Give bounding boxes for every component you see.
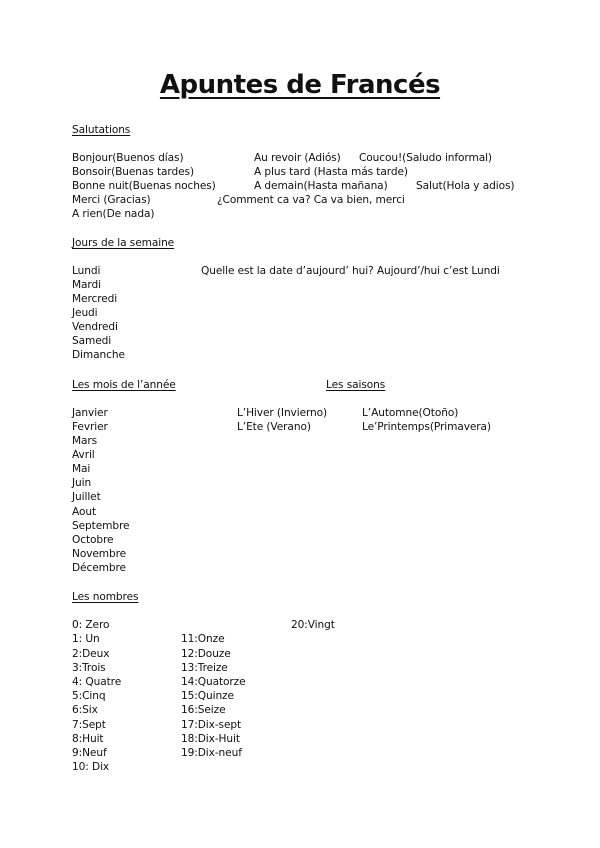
salutation-item: ¿Comment ca va? Ca va bien, merci: [217, 194, 405, 206]
number-item: 9:Neuf: [72, 747, 107, 759]
number-item: 12:Douze: [181, 648, 231, 660]
number-item: 11:Onze: [181, 633, 225, 645]
salutation-item: Bonne nuit(Buenas noches): [72, 180, 216, 192]
page-title: Apuntes de Francés: [159, 70, 441, 100]
number-item: 0: Zero: [72, 619, 110, 631]
section-heading-nombres: Les nombres: [72, 591, 139, 603]
number-item: 7:Sept: [72, 719, 106, 731]
number-item: 5:Cinq: [72, 690, 106, 702]
number-item: 15:Quinze: [181, 690, 234, 702]
number-item: 4: Quatre: [72, 676, 122, 688]
number-item: 14:Quatorze: [181, 676, 246, 688]
month-item: Mars: [72, 435, 98, 447]
month-item: Aout: [72, 506, 97, 518]
salutation-item: Au revoir (Adiós): [254, 152, 341, 164]
day-item: Mercredi: [72, 293, 118, 305]
section-heading-jours: Jours de la semaine: [72, 237, 175, 249]
month-item: Octobre: [72, 534, 114, 546]
number-item: 6:Six: [72, 704, 98, 716]
month-item: Septembre: [72, 520, 130, 532]
day-item: Dimanche: [72, 349, 125, 361]
day-item: Samedi: [72, 335, 112, 347]
month-item: Mai: [72, 463, 91, 475]
month-item: Avril: [72, 449, 95, 461]
month-item: Décembre: [72, 562, 126, 574]
number-item: 2:Deux: [72, 648, 110, 660]
salutation-item: Salut(Hola y adios): [416, 180, 515, 192]
salutation-item: A plus tard (Hasta más tarde): [254, 166, 408, 178]
month-item: Juin: [72, 477, 92, 489]
section-heading-mois: Les mois de l’année: [72, 379, 176, 391]
day-item: Jeudi: [72, 307, 98, 319]
number-item: 20:Vingt: [291, 619, 335, 631]
number-item: 19:Dix-neuf: [181, 747, 242, 759]
number-item: 3:Trois: [72, 662, 106, 674]
season-item: L’Automne(Otoño): [362, 407, 459, 419]
day-item: Vendredi: [72, 321, 118, 333]
salutation-item: Coucou!(Saludo informal): [359, 152, 492, 164]
season-item: L’Hiver (Invierno): [237, 407, 328, 419]
number-item: 10: Dix: [72, 761, 110, 773]
number-item: 17:Dix-sept: [181, 719, 242, 731]
day-item: Lundi: [72, 265, 101, 277]
month-item: Fevrier: [72, 421, 108, 433]
number-item: 1: Un: [72, 633, 100, 645]
date-question: Quelle est la date d’aujourd’ hui? Aujourd’/hui c’est Lundi: [201, 265, 500, 277]
month-item: Novembre: [72, 548, 127, 560]
salutation-item: A rien(De nada): [72, 208, 155, 220]
number-item: 13:Treize: [181, 662, 228, 674]
number-item: 18:Dix-Huit: [181, 733, 240, 745]
salutation-item: Bonjour(Buenos días): [72, 152, 184, 164]
number-item: 8:Huit: [72, 733, 104, 745]
section-heading-salutations: Salutations: [72, 124, 131, 136]
salutation-item: Bonsoir(Buenas tardes): [72, 166, 194, 178]
salutation-item: Merci (Gracias): [72, 194, 151, 206]
season-item: Le’Printemps(Primavera): [362, 421, 491, 433]
season-item: L’Ete (Verano): [237, 421, 311, 433]
month-item: Juillet: [72, 491, 101, 503]
section-heading-saisons: Les saisons: [326, 379, 386, 391]
day-item: Mardi: [72, 279, 101, 291]
salutation-item: A demain(Hasta mañana): [254, 180, 388, 192]
number-item: 16:Seize: [181, 704, 226, 716]
month-item: Janvier: [72, 407, 108, 419]
